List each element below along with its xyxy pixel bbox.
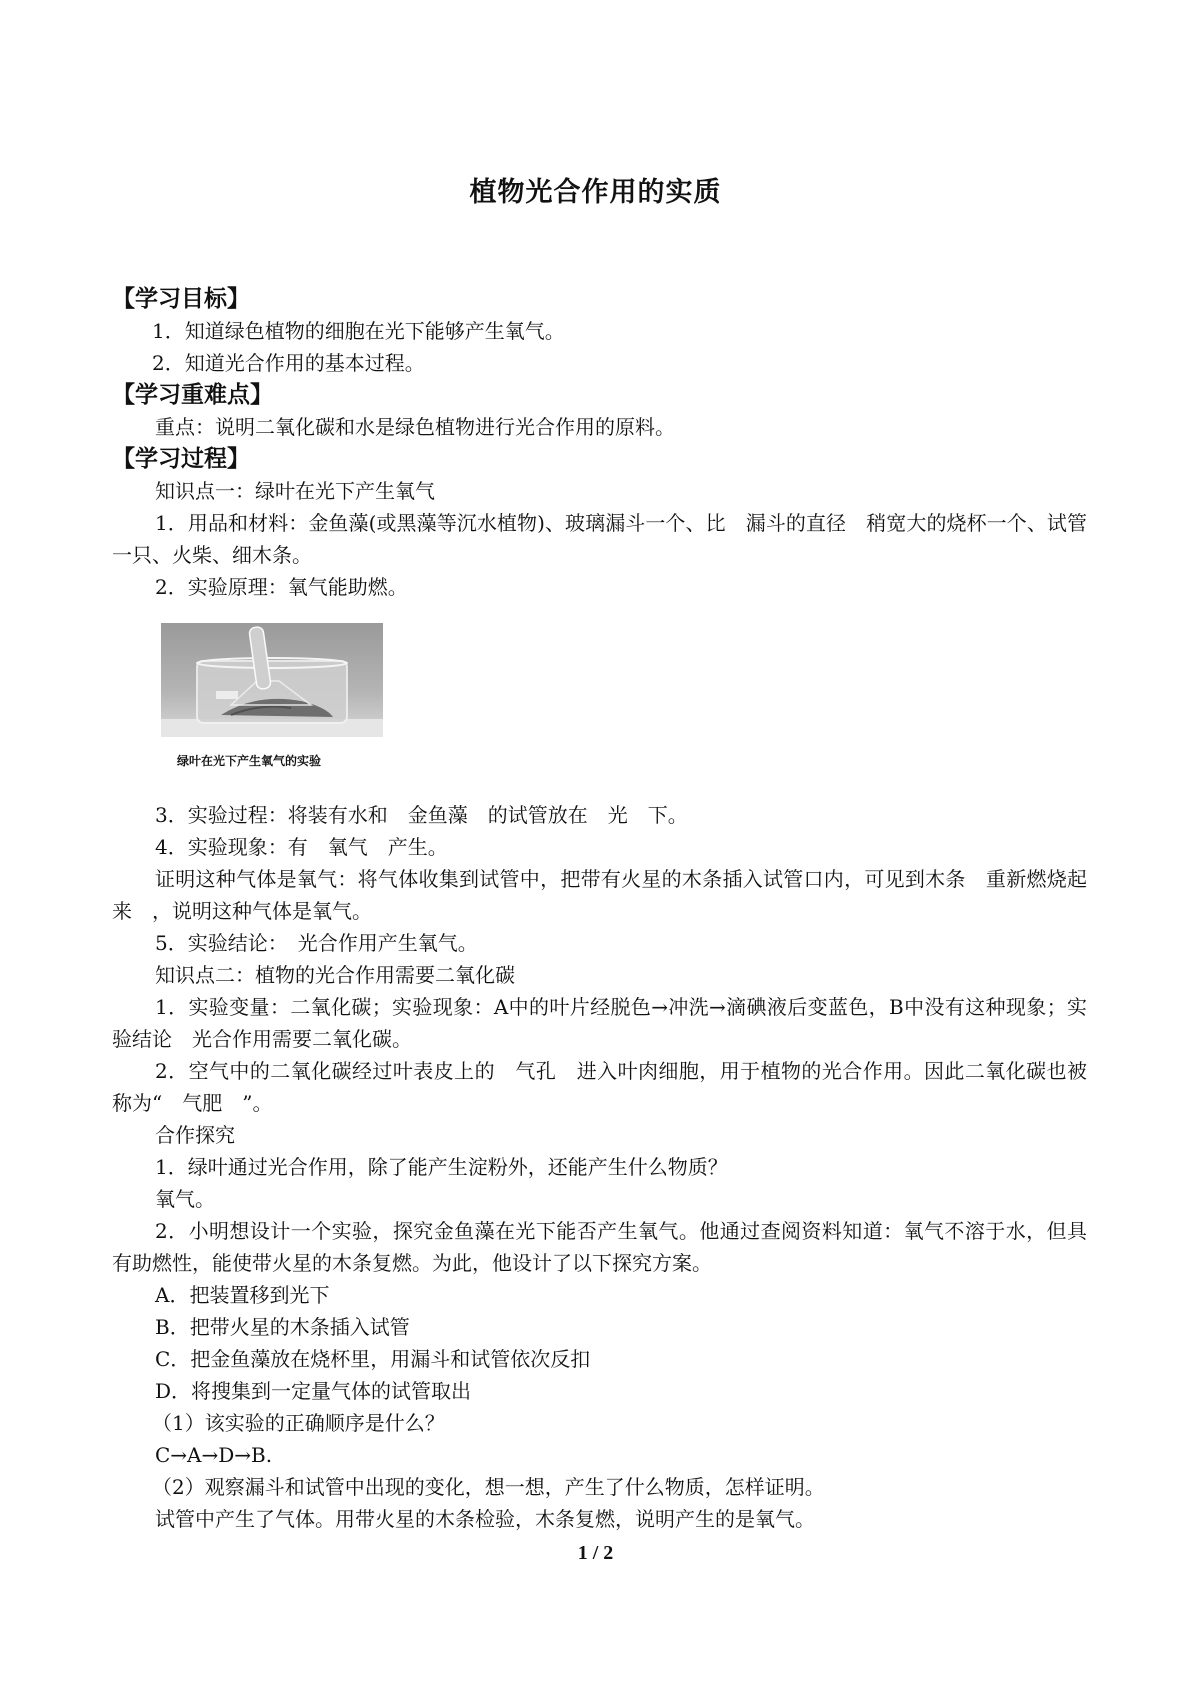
section-heading-process: 【学习过程】 bbox=[112, 446, 250, 472]
answer: C→A→D→B. bbox=[155, 1443, 273, 1467]
option-item: C．把金鱼藻放在烧杯里，用漏斗和试管依次反扣 bbox=[155, 1347, 591, 1371]
figure-caption: 绿叶在光下产生氧气的实验 bbox=[177, 754, 322, 768]
paragraph: 证明这种气体是氧气：将气体收集到试管中，把带有火星的木条插入试管口内，可见到木条 重新燃烧起来 ，说明这种气体是氧气。 bbox=[112, 867, 1087, 923]
question: 1．绿叶通过光合作用，除了能产生淀粉外，还能产生什么物质？ bbox=[155, 1155, 728, 1179]
paragraph: 2．实验原理：氧气能助燃。 bbox=[155, 575, 408, 599]
question: 2．小明想设计一个实验，探究金鱼藻在光下能否产生氧气。他通过查阅资料知道：氧气不溶于水，但具有助燃性，能使带火星的木条复燃。为此，他设计了以下探究方案。 bbox=[112, 1219, 1087, 1275]
section-heading-goals: 【学习目标】 bbox=[112, 286, 250, 312]
page-title: 植物光合作用的实质 bbox=[469, 177, 722, 208]
document-body bbox=[112, 283, 1087, 1535]
experiment-photo bbox=[161, 623, 383, 737]
option-item: D．将搜集到一定量气体的试管取出 bbox=[155, 1379, 472, 1403]
paragraph: 1．用品和材料：金鱼藻(或黑藻等沉水植物)、玻璃漏斗一个、比 漏斗的直径 稍宽大的烧杯一个、试管一只、火柴、细木条。 bbox=[112, 511, 1087, 567]
paragraph: 4．实验现象：有 氧气 产生。 bbox=[155, 835, 448, 859]
paragraph: 1．实验变量：二氧化碳；实验现象：A中的叶片经脱色→冲洗→滴碘液后变蓝色，B中没有这种现象；实验结论 光合作用需要二氧化碳。 bbox=[112, 995, 1087, 1051]
paragraph: 2．空气中的二氧化碳经过叶表皮上的 气孔 进入叶肉细胞，用于植物的光合作用。因此二氧化碳也被称为“ 气肥 ”。 bbox=[112, 1059, 1087, 1115]
knowledge-point-title: 知识点二：植物的光合作用需要二氧化碳 bbox=[155, 963, 515, 987]
paragraph: 5．实验结论： 光合作用产生氧气。 bbox=[155, 931, 478, 955]
key-point-text: 重点：说明二氧化碳和水是绿色植物进行光合作用的原料。 bbox=[155, 415, 675, 439]
option-item: B．把带火星的木条插入试管 bbox=[155, 1315, 410, 1339]
subsection-title: 合作探究 bbox=[155, 1123, 235, 1147]
page-number: 1 / 2 bbox=[577, 1542, 614, 1564]
answer: 氧气。 bbox=[155, 1187, 215, 1211]
knowledge-point-title: 知识点一：绿叶在光下产生氧气 bbox=[155, 479, 435, 503]
goal-item: 2．知道光合作用的基本过程。 bbox=[152, 351, 425, 375]
sub-question: （1）该实验的正确顺序是什么？ bbox=[152, 1411, 445, 1435]
sub-question: （2）观察漏斗和试管中出现的变化，想一想，产生了什么物质，怎样证明。 bbox=[152, 1475, 825, 1499]
experiment-figure bbox=[161, 623, 383, 769]
paragraph: 3．实验过程：将装有水和 金鱼藻 的试管放在 光 下。 bbox=[155, 803, 688, 827]
section-heading-key-points: 【学习重难点】 bbox=[112, 382, 273, 408]
answer: 试管中产生了气体。用带火星的木条检验，木条复燃，说明产生的是氧气。 bbox=[155, 1507, 815, 1531]
option-item: A．把装置移到光下 bbox=[155, 1283, 330, 1307]
goal-item: 1．知道绿色植物的细胞在光下能够产生氧气。 bbox=[152, 319, 565, 343]
